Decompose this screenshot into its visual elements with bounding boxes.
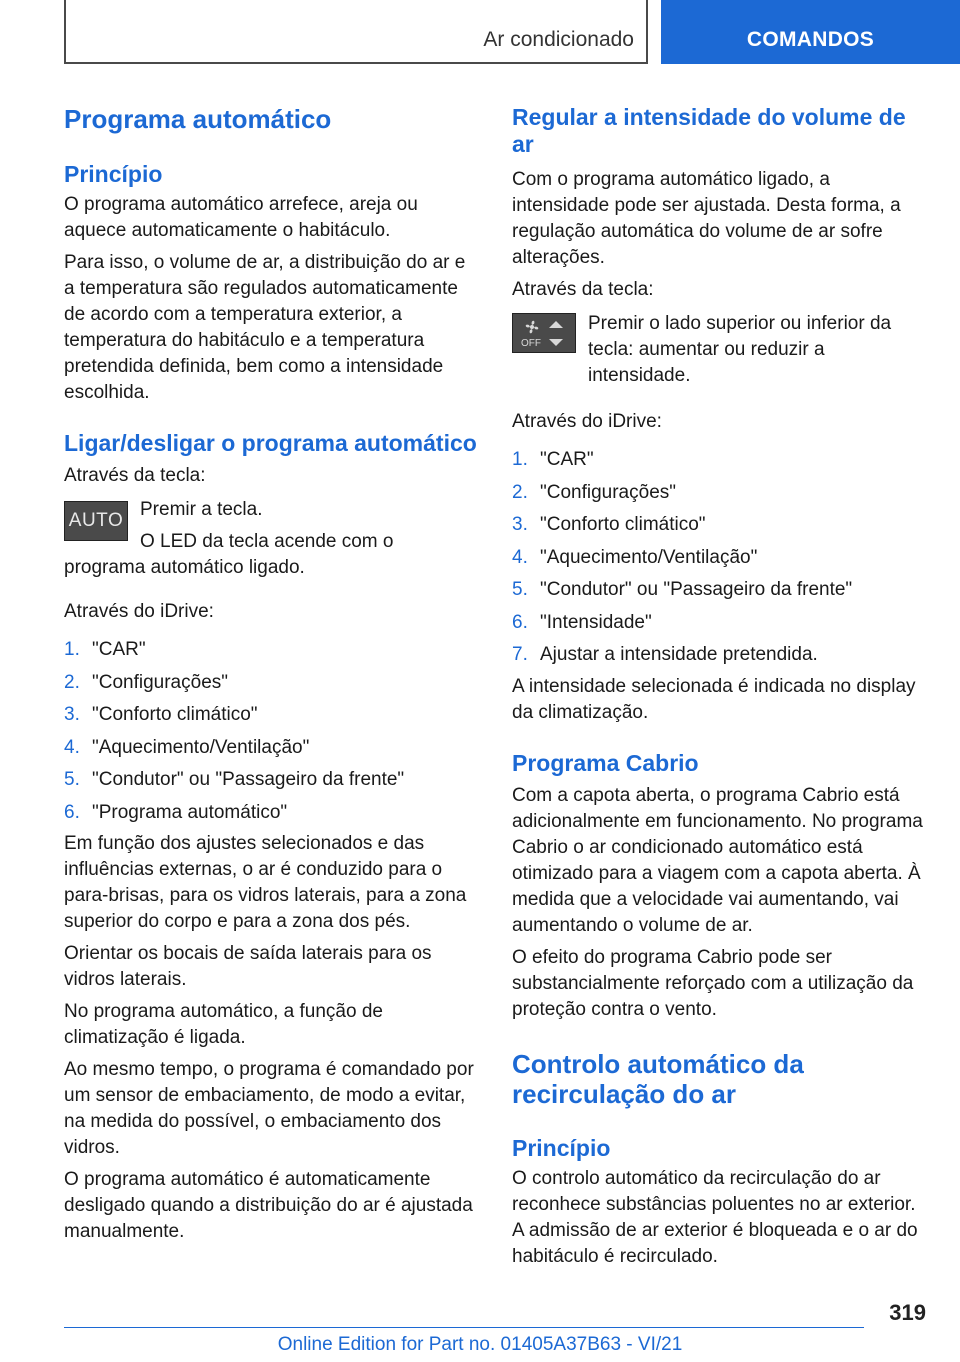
step-text: "Condutor" ou "Passageiro da frente" [92, 769, 405, 790]
footer-divider [64, 1327, 864, 1328]
paragraph: O efeito do programa Cabrio pode ser substancialmente reforçado com a utilização da proteção contra o vento. [512, 946, 914, 1020]
step-text: "Intensidade" [540, 611, 652, 633]
step-number: 5. [64, 769, 80, 790]
paragraph: Para isso, o volume de ar, a distribuição do ar e a temperatura são regulados automaticamente de acordo com a temperatura exterior, a temperatura do habitáculo e a temperatura pretendida definida, bem como a intensidade escolhida. [64, 252, 466, 403]
fan-rocker-button-icon [512, 313, 576, 353]
list-item [512, 545, 928, 571]
list-item [512, 577, 928, 603]
paragraph: No programa automático, a função de climatização é ligada. [64, 1001, 383, 1048]
step-text: "Conforto climático" [92, 704, 258, 725]
list-item [64, 702, 480, 728]
step-number: 3. [512, 514, 528, 535]
list-item [512, 480, 928, 506]
fan-icon [512, 313, 576, 353]
list-item [64, 767, 480, 793]
step-number: 5. [512, 579, 528, 600]
auto-key-row [64, 497, 480, 581]
heading-principle: Princípio [64, 161, 163, 187]
heading-onoff: Ligar/desligar o programa automático [64, 430, 477, 456]
step-text: "Aquecimento/Ventilação" [540, 546, 758, 568]
paragraph: Com a capota aberta, o programa Cabrio está adicionalmente em funcionamento. No programa Cabrio o ar condicionado automático está otimizado para a viagem com a capota aberta. À medida que a velocidade vai aumentando, vai aumentando o volume de ar. [512, 784, 923, 936]
led-text: O LED da tecla acende com o programa automático ligado. [64, 531, 394, 578]
press-key-text: Premir a tecla. [140, 499, 263, 520]
press-key-text: Premir o lado superior ou inferior da tecla: aumentar ou reduzir a intensidade. [588, 313, 892, 386]
svg-text:OFF: OFF [521, 338, 541, 349]
step-number: 7. [512, 644, 528, 665]
fan-key-row [512, 311, 928, 389]
via-key-label: Através da tecla: [512, 279, 654, 300]
list-item [64, 637, 480, 663]
list-item [512, 642, 928, 668]
step-number: 2. [512, 481, 528, 503]
list-item [64, 735, 480, 761]
step-text: "Configurações" [92, 671, 229, 693]
right-column [512, 100, 928, 1270]
list-item [512, 610, 928, 636]
paragraph: O controlo automático da recirculação do ar reconhece substâncias poluentes no ar exterior. A admissão de ar exterior é bloqueada e o ar do habitáculo é recirculado. [512, 1167, 918, 1267]
step-text: "Configurações" [540, 481, 677, 503]
idrive-steps-list [64, 637, 480, 826]
step-number: 1. [64, 639, 80, 660]
via-idrive-label: Através do iDrive: [512, 411, 662, 432]
step-text: "Conforto climático" [540, 514, 706, 535]
via-key-label: Através da tecla: [64, 465, 206, 486]
header-chapter-tab [661, 0, 960, 64]
list-item [64, 800, 480, 826]
paragraph: Em função dos ajustes selecionados e das influências externas, o ar é conduzido para o para-brisas, para os vidros laterais, para a zona superior do corpo e para a zona dos pés. [64, 833, 467, 932]
paragraph: O programa automático é automaticamente desligado quando a distribuição do ar é ajustada manualmente. [64, 1169, 473, 1242]
heading-intensity: Regular a intensidade do volume de ar [512, 104, 906, 157]
step-number: 4. [512, 546, 528, 568]
heading-principle: Princípio [512, 1134, 611, 1161]
list-item [64, 670, 480, 696]
auto-button-icon: AUTO [64, 501, 128, 541]
step-text: "Programa automático" [92, 801, 288, 823]
heading-cabrio: Programa Cabrio [512, 749, 699, 776]
paragraph: O programa automático arrefece, areja ou aquece automaticamente o habitáculo. [64, 194, 418, 241]
step-number: 6. [64, 801, 80, 823]
list-item [512, 447, 928, 473]
step-number: 6. [512, 611, 528, 633]
idrive-steps-list [512, 447, 928, 668]
header-section-title: Ar condicionado [483, 28, 634, 51]
left-column [64, 100, 480, 1245]
paragraph: Orientar os bocais de saída laterais para os vidros laterais. [64, 943, 432, 990]
header-chapter-title: COMANDOS [746, 28, 875, 51]
list-item [512, 512, 928, 538]
step-number: 1. [512, 449, 528, 470]
paragraph: Ao mesmo tempo, o programa é comandado por um sensor de embaciamento, de modo a evitar, na medida do possível, o embaciamento dos vidros. [64, 1059, 474, 1158]
step-text: "Condutor" ou "Passageiro da frente" [540, 579, 853, 600]
footer-edition: Online Edition for Part no. 01405A37B63 - VI/21 [277, 1334, 683, 1355]
heading-recirculation: Controlo automático da recirculação do ar [512, 1048, 804, 1109]
paragraph: Com o programa automático ligado, a intensidade pode ser ajustada. Desta forma, a regulação automática do volume de ar sofre alterações. [512, 169, 901, 268]
step-text: "CAR" [92, 639, 146, 660]
heading-automatic-program: Programa automático [64, 104, 332, 134]
step-number: 4. [64, 736, 80, 758]
step-text: "CAR" [540, 449, 594, 470]
step-text: Ajustar a intensidade pretendida. [540, 644, 818, 665]
header-section-tab [64, 0, 648, 64]
step-number: 2. [64, 671, 80, 693]
page-number: 319 [889, 1300, 926, 1325]
via-idrive-label: Através do iDrive: [64, 601, 214, 622]
step-number: 3. [64, 704, 80, 725]
step-text: "Aquecimento/Ventilação" [92, 736, 310, 758]
paragraph: A intensidade selecionada é indicada no display da climatização. [512, 675, 916, 723]
